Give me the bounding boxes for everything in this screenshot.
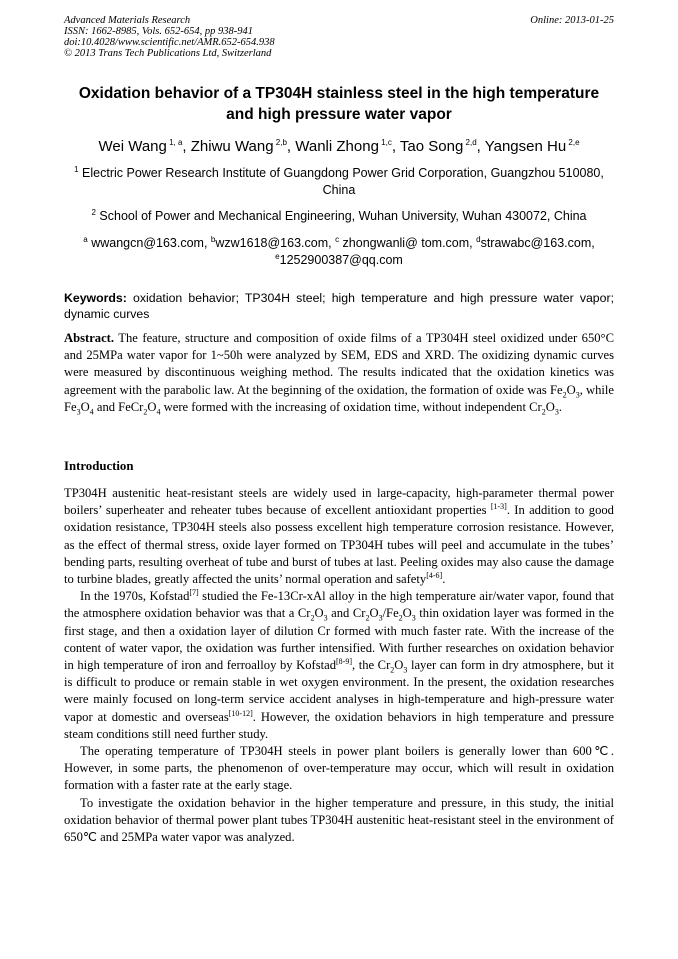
author-list — [30, 137, 648, 157]
email-address: wwangcn@163.com, — [87, 236, 211, 250]
affiliation-text: School of Power and Mechanical Engineering, Wuhan University, Wuhan 430072, China — [95, 209, 587, 223]
subscript: 3 — [323, 613, 328, 623]
title-line-2: and high pressure water vapor — [226, 106, 452, 123]
online-date: Online: 2013-01-25 — [530, 15, 614, 26]
email-mark: c — [335, 234, 340, 244]
abstract-label: Abstract. — [64, 331, 115, 345]
author-emails — [64, 235, 614, 269]
paragraph-text: O — [314, 606, 324, 621]
journal-name: Advanced Materials Research — [64, 15, 191, 26]
subscript: 2 — [143, 407, 148, 417]
section-heading-introduction: Introduction — [64, 459, 134, 473]
keywords-text: oxidation behavior; TP304H steel; high temperature and high pressure water vapor; dynamic curves — [64, 291, 614, 321]
paragraph-text: /Fe — [382, 606, 399, 621]
author-affil-mark: 2,e — [566, 138, 580, 147]
affiliation-number: 2 — [91, 207, 96, 217]
author-name: Wei Wang — [98, 138, 167, 155]
paragraph-text: O — [369, 606, 379, 621]
author-separator: , — [391, 138, 400, 155]
author-name: Wanli Zhong — [295, 138, 379, 155]
abstract-text: The feature, structure and composition of oxide films of a TP304H steel oxidized under 650°C and 25MPa water vapor for 1~50h were analyzed by SEM, EDS and XRD. The oxidizing dynamic curves were measured by discontinuous weighing method. The results indicated that the oxidation kinetics was agreement with the parabolic law. At the beginning of the oxidation, the formation of oxide was Fe — [64, 331, 614, 397]
paragraph-text: O — [394, 658, 404, 673]
affiliation-text: Electric Power Research Institute of Guangdong Power Grid Corporation, Guangzhou 510080, China — [78, 166, 604, 197]
subscript: 2 — [310, 613, 315, 623]
keywords-label: Keywords: — [64, 291, 127, 305]
email-mark: d — [476, 234, 481, 244]
email-address: zhongwanli@ tom.com, — [339, 236, 477, 250]
subscript: 3 — [76, 407, 81, 417]
author-affil-mark: 2,d — [463, 138, 477, 147]
abstract-text: . — [558, 399, 562, 414]
affiliation-2 — [64, 208, 614, 225]
abstract-text: O — [566, 382, 576, 397]
subscript: 3 — [554, 407, 559, 417]
abstract-text: O — [545, 399, 555, 414]
author-name: Yangsen Hu — [484, 138, 567, 155]
citation: [1-3] — [490, 502, 507, 512]
paragraph-text: studied the Fe-13Cr-xAl alloy in the high temperature air/water vapor, found that the atmosphere oxidation behavior was that a Cr — [64, 589, 614, 621]
email-mark: b — [210, 234, 216, 244]
paragraph-text: TP304H austenitic heat-resistant steels are widely used in large-capacity, high-parameter thermal power boilers’ superheater and reheater tubes because of excellent antioxidant properties — [64, 486, 614, 518]
author-separator: , — [286, 138, 296, 155]
issn-line: ISSN: 1662-8985, Vols. 652-654, pp 938-941 — [64, 26, 253, 37]
author-affil-mark: 1, a — [166, 138, 183, 147]
email-address: strawabc@163.com, — [480, 236, 595, 250]
author-separator: , — [182, 138, 191, 155]
subscript: 3 — [403, 665, 408, 675]
email-address: 1252900387@qq.com — [279, 253, 403, 267]
copyright-line: © 2013 Trans Tech Publications Ltd, Switzerland — [64, 48, 272, 59]
citation: [7] — [189, 588, 199, 598]
citation: [10-12] — [228, 708, 253, 718]
subscript: 3 — [378, 613, 383, 623]
subscript: 3 — [411, 613, 416, 623]
title-line-1: Oxidation behavior of a TP304H stainless steel in the high temperature — [78, 85, 600, 102]
paragraph-text: In the 1970s, Kofstad — [80, 589, 190, 604]
author-name: Zhiwu Wang — [190, 138, 274, 155]
abstract-text: O — [147, 399, 157, 414]
keywords — [64, 290, 614, 322]
author-name: Tao Song — [399, 138, 464, 155]
abstract — [64, 330, 614, 416]
paragraph-text: O — [402, 606, 412, 621]
introduction-body — [64, 485, 614, 846]
paragraph-text: and Cr — [327, 606, 366, 621]
citation: [4-6] — [426, 570, 443, 580]
subscript: 4 — [156, 407, 161, 417]
paragraph-text: . In addition to good oxidation resistance, TP304H steels also possess excellent high temperature corrosion resistance. However, as the effect of thermal stress, oxide layer formed on TP304H tubes will peel and accumulate in the tubes’ bending parts, resulting overheat of tube and burst of tubes at last. Peeling oxides may also cause the damage to turbine blades, greatly affected the units’ normal operation and safety — [64, 503, 614, 587]
author-affil-mark: 1,c — [378, 138, 392, 147]
abstract-text: O — [80, 399, 90, 414]
abstract-text: , while Fe — [64, 382, 615, 414]
paragraph-text: . — [442, 572, 446, 587]
doi-line: doi:10.4028/www.scientific.net/AMR.652-654.938 — [64, 37, 275, 48]
paragraph: The operating temperature of TP304H steels in power plant boilers is generally lower than 600℃. However, in some parts, the phenomenon of over-temperature may occur, which will result in oxidation formation with a faster rate at the early stage. — [64, 744, 614, 793]
abstract-text: and FeCr — [93, 399, 144, 414]
subscript: 2 — [365, 613, 370, 623]
email-address: wzw1618@163.com, — [215, 236, 336, 250]
paragraph: To investigate the oxidation behavior in the higher temperature and pressure, in this study, the initial oxidation behavior of thermal power plant tubes TP304H austenitic heat-resistant steel in the environment of 650℃ and 25MPa water vapor was analyzed. — [64, 795, 614, 845]
paragraph — [64, 485, 614, 588]
subscript: 2 — [390, 665, 395, 675]
paper-title — [40, 83, 638, 125]
affiliation-number: 1 — [74, 164, 79, 174]
paragraph-text: layer can form in dry atmosphere, but it is difficult to produce or remain stable in wet oxygen environment. In the present, the oxidation researches were mainly focused on long-term service accident analyses in high-temperature and high-pressure water vapor at domestic and overseas — [64, 658, 614, 724]
journal-header — [64, 15, 275, 59]
paragraph — [64, 588, 614, 743]
subscript: 2 — [398, 613, 403, 623]
paragraph-text: . However, the oxidation behaviors in high temperature and pressure steam conditions still need further study. — [64, 709, 615, 741]
subscript: 2 — [562, 390, 567, 400]
abstract-text: were formed with the increasing of oxidation time, without independent Cr — [160, 399, 542, 414]
paragraph-text: thin oxidation layer was formed in the first stage, and then a oxidation layer of dilution Cr formed with much faster rate. With the increase of the content of water vapor, the oxidation was further intensified. With further researches on oxidation behavior in high temperature of iron and ferroalloy by Kofstad — [64, 606, 614, 673]
subscript: 4 — [89, 407, 94, 417]
email-mark: a — [83, 234, 88, 244]
affiliation-1 — [64, 165, 614, 199]
paragraph-text: , the Cr — [352, 658, 391, 673]
email-mark: e — [275, 251, 280, 261]
subscript: 3 — [575, 390, 580, 400]
author-separator: , — [476, 138, 485, 155]
subscript: 2 — [541, 407, 546, 417]
citation: [8-9] — [336, 656, 352, 666]
author-affil-mark: 2,b — [273, 138, 287, 147]
